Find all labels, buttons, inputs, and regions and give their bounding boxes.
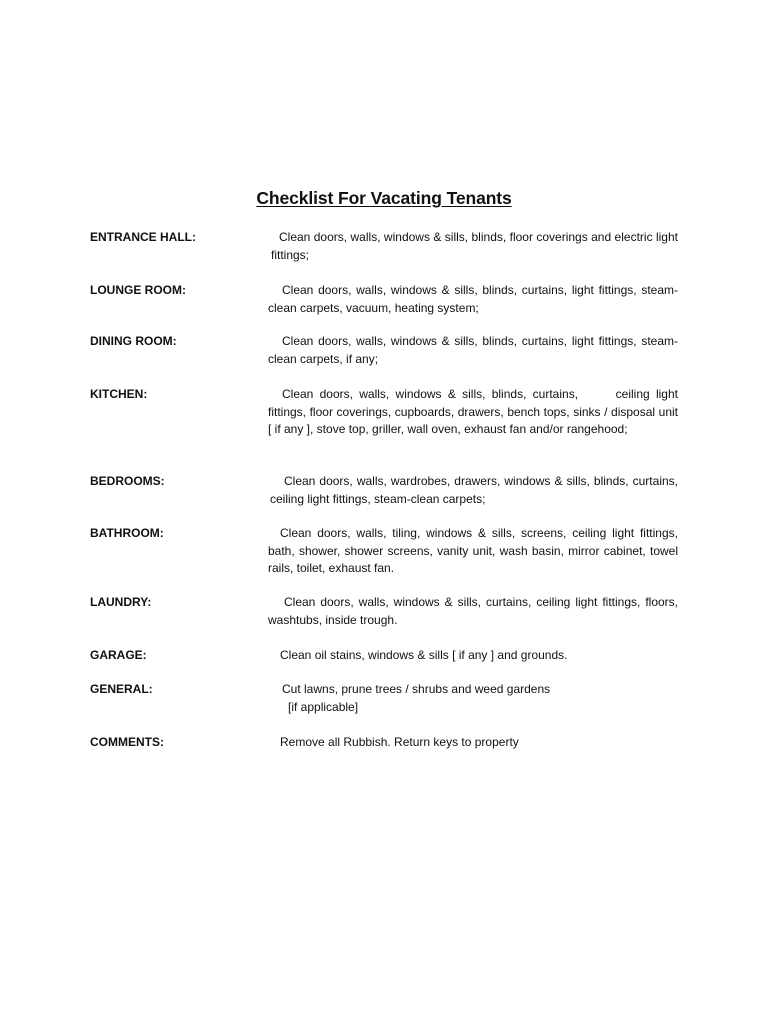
row-label: GARAGE:: [90, 648, 147, 662]
row-label: BEDROOMS:: [90, 474, 165, 488]
row-label: LOUNGE ROOM:: [90, 283, 186, 297]
row-description: Clean oil stains, windows & sills [ if any ] and grounds.: [280, 648, 568, 662]
row-description: Clean doors, walls, windows & sills, blinds, floor coverings and electric light fittings;: [271, 230, 678, 262]
row-label: COMMENTS:: [90, 735, 164, 749]
row-description: Clean doors, walls, windows & sills, curtains, ceiling light fittings, floors, washtubs, inside trough.: [268, 595, 678, 627]
row-description: Clean doors, walls, tiling, windows & sills, screens, ceiling light fittings, bath, shower, shower screens, vanity unit, wash basin, mirror cabinet, towel rails, toilet, exhaust fan.: [268, 526, 678, 575]
row-description: Clean doors, walls, windows & sills, blinds, curtains, light fittings, steam-clean carpets, vacuum, heating system;: [268, 283, 678, 315]
row-label: BATHROOM:: [90, 526, 164, 540]
row-label: KITCHEN:: [90, 387, 148, 401]
row-description-line: Cut lawns, prune trees / shrubs and weed gardens: [282, 682, 551, 696]
row-description-note: [if applicable]: [288, 699, 359, 714]
row-description: Clean doors, walls, windows & sills, blinds, curtains, ceiling light fittings, floor coverings, cupboards, drawers, bench tops, sinks / disposal unit [ if any ], stove top, griller, wall oven, exhaust fan and/or rangehood;: [268, 387, 682, 436]
row-label: LAUNDRY:: [90, 595, 152, 609]
row-label: GENERAL:: [90, 682, 153, 696]
row-description: Remove all Rubbish. Return keys to property: [280, 735, 519, 749]
row-description: Clean doors, walls, wardrobes, drawers, windows & sills, blinds, curtains, ceiling light fittings, steam-clean carpets;: [270, 474, 678, 506]
row-description: [268, 681, 678, 716]
row-description: Clean doors, walls, windows & sills, blinds, curtains, light fittings, steam-clean carpets, if any;: [268, 334, 678, 366]
row-label: ENTRANCE HALL:: [90, 230, 196, 244]
row-label: DINING ROOM:: [90, 334, 177, 348]
page-title: Checklist For Vacating Tenants: [256, 188, 512, 208]
